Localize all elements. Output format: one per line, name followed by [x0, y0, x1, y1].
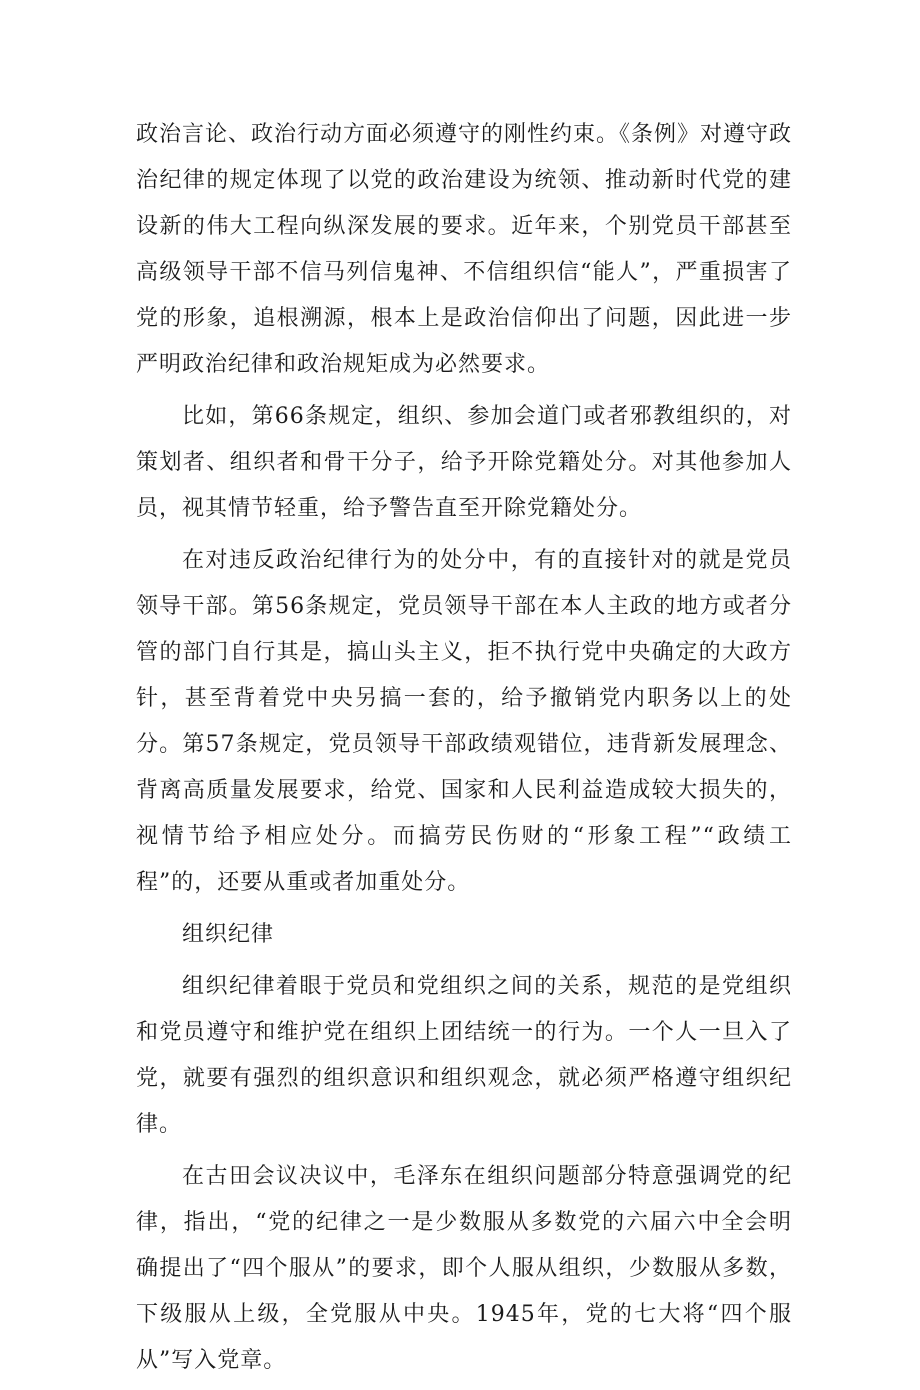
paragraph-gutian-conference: 在古田会议决议中，毛泽东在组织问题部分特意强调党的纪律，指出，“党的纪律之一是少数服从多数党的六届六中全会明确提出了“四个服从”的要求，即个人服从组织，少数服从多数，下级服从上级，全党服从中央。1945年，党的七大将“四个服从”写入党章。 [136, 1164, 792, 1373]
paragraph-political-discipline-continued: 政治言论、政治行动方面必须遵守的刚性约束。《条例》对遵守政治纪律的规定体现了以党的政治建设为统领、推动新时代党的建设新的伟大工程向纵深发展的要求。近年来，个别党员干部甚至高级领导干部不信马列信鬼神、不信组织信“能人”，严重损害了党的形象，追根溯源，根本上是政治信仰出了问题，因此进一步严明政治纪律和政治规矩成为必然要求。 [136, 122, 793, 377]
paragraph-article-66: 比如，第66条规定，组织、参加会道门或者邪教组织的，对策划者、组织者和骨干分子，给予开除党籍处分。对其他参加人员，视其情节轻重，给予警告直至开除党籍处分。 [136, 404, 792, 521]
paragraph-articles-56-57: 在对违反政治纪律行为的处分中，有的直接针对的就是党员领导干部。第56条规定，党员领导干部在本人主政的地方或者分管的部门自行其是，搞山头主义，拒不执行党中央确定的大政方针，甚至背着党中央另搞一套的，给予撤销党内职务以上的处分。第57条规定，党员领导干部政绩观错位，违背新发展理念、背离高质量发展要求，给党、国家和人民利益造成较大损失的，视情节给予相应处分。而搞劳民伤财的“形象工程”“政绩工程”的，还要从重或者加重处分。 [136, 548, 792, 895]
paragraph-organizational-discipline: 组织纪律着眼于党员和党组织之间的关系，规范的是党组织和党员遵守和维护党在组织上团结统一的行为。一个人一旦入了党，就要有强烈的组织意识和组织观念，就必须严格遵守组织纪律。 [136, 974, 792, 1137]
document-body [136, 112, 792, 1390]
section-heading-organizational-discipline: 组织纪律 [182, 922, 275, 947]
